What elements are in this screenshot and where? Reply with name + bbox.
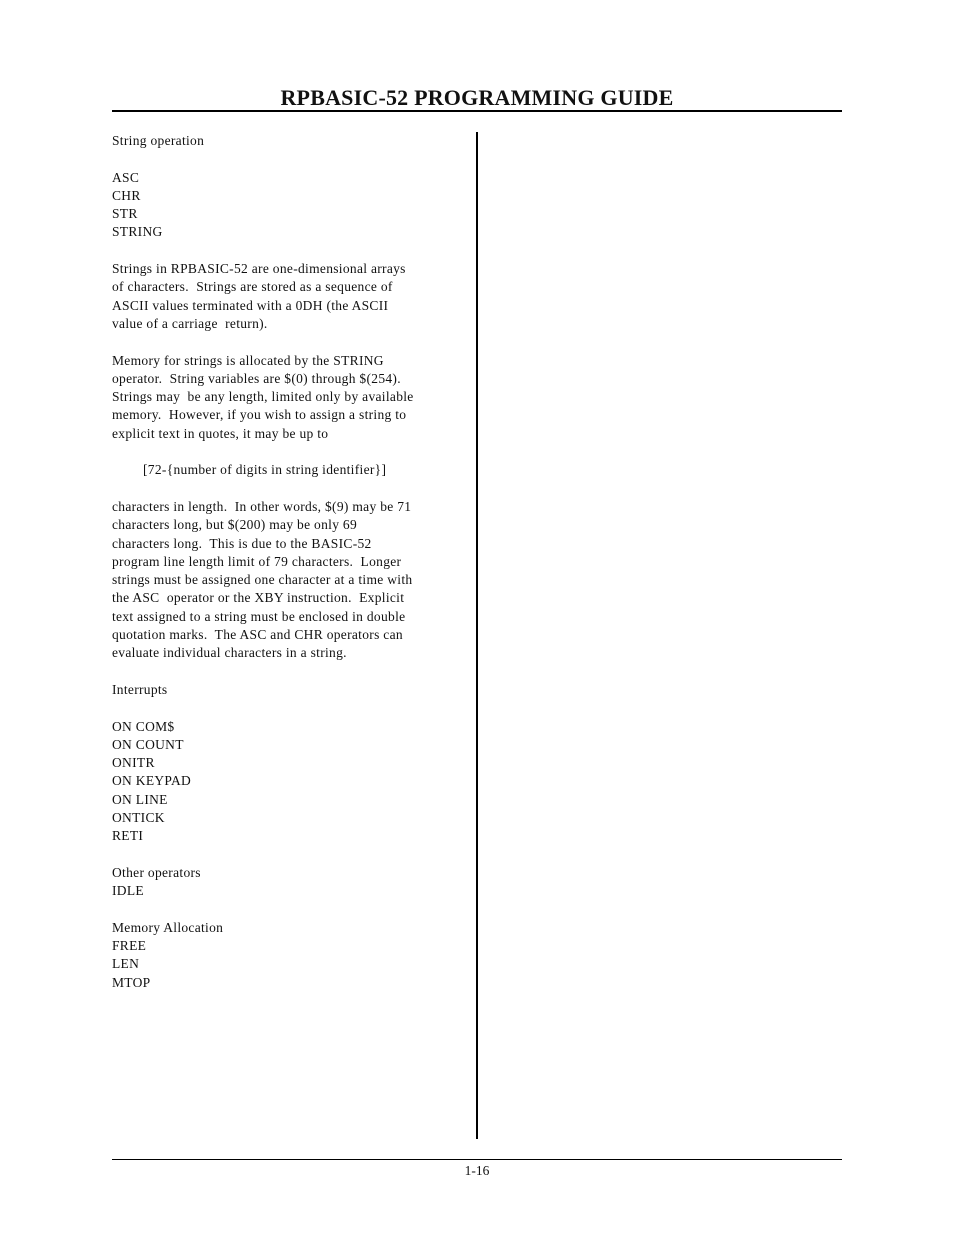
spacer: [112, 663, 457, 681]
page-number: 1-16: [464, 1163, 490, 1178]
paragraph-line: characters long. This is due to the BASIC-52: [112, 535, 372, 551]
section-heading-other-operators: Other operators: [112, 864, 201, 880]
operator-item: STR: [112, 206, 138, 222]
paragraph-line: the ASC operator or the XBY instruction. Explicit: [112, 590, 405, 606]
paragraph-line: explicit text in quotes, it may be up to: [112, 425, 329, 441]
paragraph-line: ASCII values terminated with a 0DH (the ASCII: [112, 297, 389, 313]
paragraph-line: memory. However, if you wish to assign a string to: [112, 407, 407, 423]
operator-item: STRING: [112, 224, 163, 240]
paragraph-line: program line length limit of 79 characters. Longer: [112, 553, 402, 569]
paragraph-line: characters long, but $(200) may be only 69: [112, 517, 358, 533]
column-divider: [476, 132, 478, 1139]
page-title: RPBASIC-52 PROGRAMMING GUIDE: [280, 85, 674, 110]
operator-item: ON LINE: [112, 791, 168, 807]
operator-item: RETI: [112, 828, 144, 844]
spacer: [112, 333, 457, 351]
section-heading-string-operation: String operation: [112, 133, 205, 148]
operator-item: ON COUNT: [112, 736, 184, 752]
header-rule: [112, 110, 842, 112]
left-column: [112, 132, 457, 992]
spacer: [112, 846, 457, 864]
operator-item: FREE: [112, 938, 147, 954]
section-heading-memory-allocation: Memory Allocation: [112, 919, 224, 935]
paragraph-line: text assigned to a string must be enclosed in double: [112, 608, 406, 624]
spacer: [112, 150, 457, 168]
operator-item: MTOP: [112, 974, 151, 990]
operator-item: CHR: [112, 187, 141, 203]
section-heading-interrupts: Interrupts: [112, 681, 168, 697]
paragraph-line: Strings in RPBASIC-52 are one-dimensional arrays: [112, 261, 406, 277]
paragraph-line: characters in length. In other words, $(9) may be 71: [112, 498, 412, 514]
paragraph-line: Strings may be any length, limited only by available: [112, 389, 414, 405]
paragraph-line: of characters. Strings are stored as a sequence of: [112, 279, 393, 295]
paragraph-line: Memory for strings is allocated by the STRING: [112, 352, 384, 368]
operator-item: ONTICK: [112, 809, 165, 825]
formula-line: [72-{number of digits in string identifier}]: [143, 462, 387, 478]
operator-item: ASC: [112, 169, 140, 185]
paragraph-line: strings must be assigned one character at a time with: [112, 572, 413, 588]
spacer: [112, 480, 457, 498]
operator-item: ON COM$: [112, 718, 175, 734]
paragraph-line: quotation marks. The ASC and CHR operators can: [112, 627, 403, 643]
spacer: [112, 242, 457, 260]
paragraph-line: evaluate individual characters in a string.: [112, 645, 347, 661]
operator-item: IDLE: [112, 883, 144, 899]
operator-item: ONITR: [112, 755, 155, 771]
operator-item: ON KEYPAD: [112, 773, 192, 789]
paragraph-line: value of a carriage return).: [112, 315, 268, 331]
operator-item: LEN: [112, 956, 140, 972]
spacer: [112, 900, 457, 918]
spacer: [112, 443, 457, 461]
spacer: [112, 699, 457, 717]
paragraph-line: operator. String variables are $(0) through $(254).: [112, 370, 401, 386]
footer-rule: [112, 1159, 842, 1160]
